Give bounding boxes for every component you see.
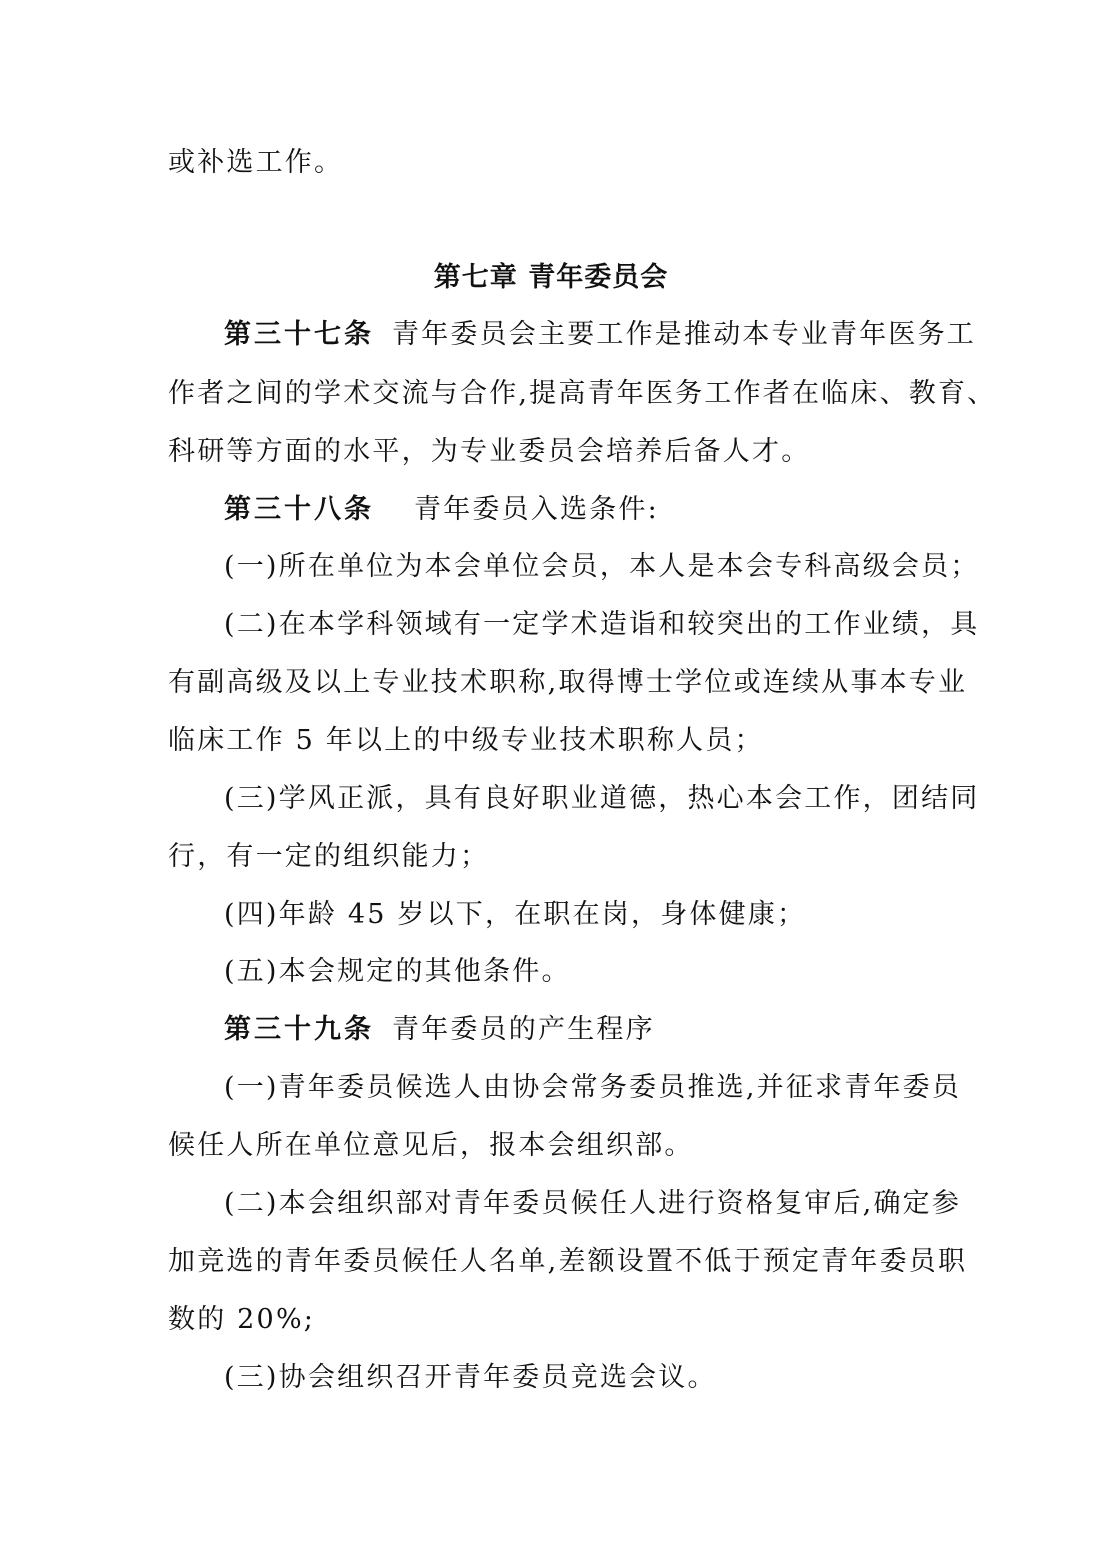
condition-4: (四)年龄 45 岁以下，在职在岗，身体健康； <box>224 899 807 930</box>
condition-1: (一)所在单位为本会单位会员，本人是本会专科高级会员； <box>224 551 980 582</box>
article-39-line-1 <box>224 1010 938 1050</box>
article-37-text: 青年委员会主要工作是推动本专业青年医务工 <box>392 319 976 350</box>
chapter-heading: 第七章 青年委员会 <box>433 262 669 293</box>
procedure-2-line-2: 加竞选的青年委员候任人名单,差额设置不低于预定青年委员职 <box>168 1246 968 1277</box>
article-38-number: 第三十八条 <box>224 494 374 525</box>
condition-3-line-1: (三)学风正派，具有良好职业道德，热心本会工作，团结同 <box>224 783 980 814</box>
article-39-number: 第三十九条 <box>224 1014 374 1045</box>
procedure-2-line-3: 数的 20%; <box>168 1304 316 1335</box>
paragraph-line: 或补选工作。 <box>168 147 344 178</box>
condition-2-line-3: 临床工作 5 年以上的中级专业技术职称人员； <box>168 725 764 756</box>
article-37-line-1 <box>224 315 976 355</box>
article-37-line-2: 作者之间的学术交流与合作,提高青年医务工作者在临床、教育、 <box>168 378 997 409</box>
procedure-2-line-1: (二)本会组织部对青年委员候任人进行资格复审后,确定参 <box>224 1188 962 1219</box>
article-38-text: 青年委员入选条件: <box>414 494 659 525</box>
procedure-1-line-1: (一)青年委员候选人由协会常务委员推选,并征求青年委员 <box>224 1072 962 1103</box>
article-38-line-1 <box>224 490 938 530</box>
procedure-3: (三)协会组织召开青年委员竞选会议。 <box>224 1362 717 1393</box>
condition-2-line-1: (二)在本学科领域有一定学术造诣和较突出的工作业绩，具 <box>224 609 980 640</box>
procedure-1-line-2: 候任人所在单位意见后，报本会组织部。 <box>168 1130 694 1161</box>
condition-3-line-2: 行，有一定的组织能力； <box>168 841 490 872</box>
article-37-line-3: 科研等方面的水平，为专业委员会培养后备人才。 <box>168 436 811 467</box>
article-39-text: 青年委员的产生程序 <box>392 1014 655 1045</box>
condition-2-line-2: 有副高级及以上专业技术职称,取得博士学位或连续从事本专业 <box>168 667 968 698</box>
condition-5: (五)本会规定的其他条件。 <box>224 956 571 987</box>
article-37-number: 第三十七条 <box>224 319 374 350</box>
